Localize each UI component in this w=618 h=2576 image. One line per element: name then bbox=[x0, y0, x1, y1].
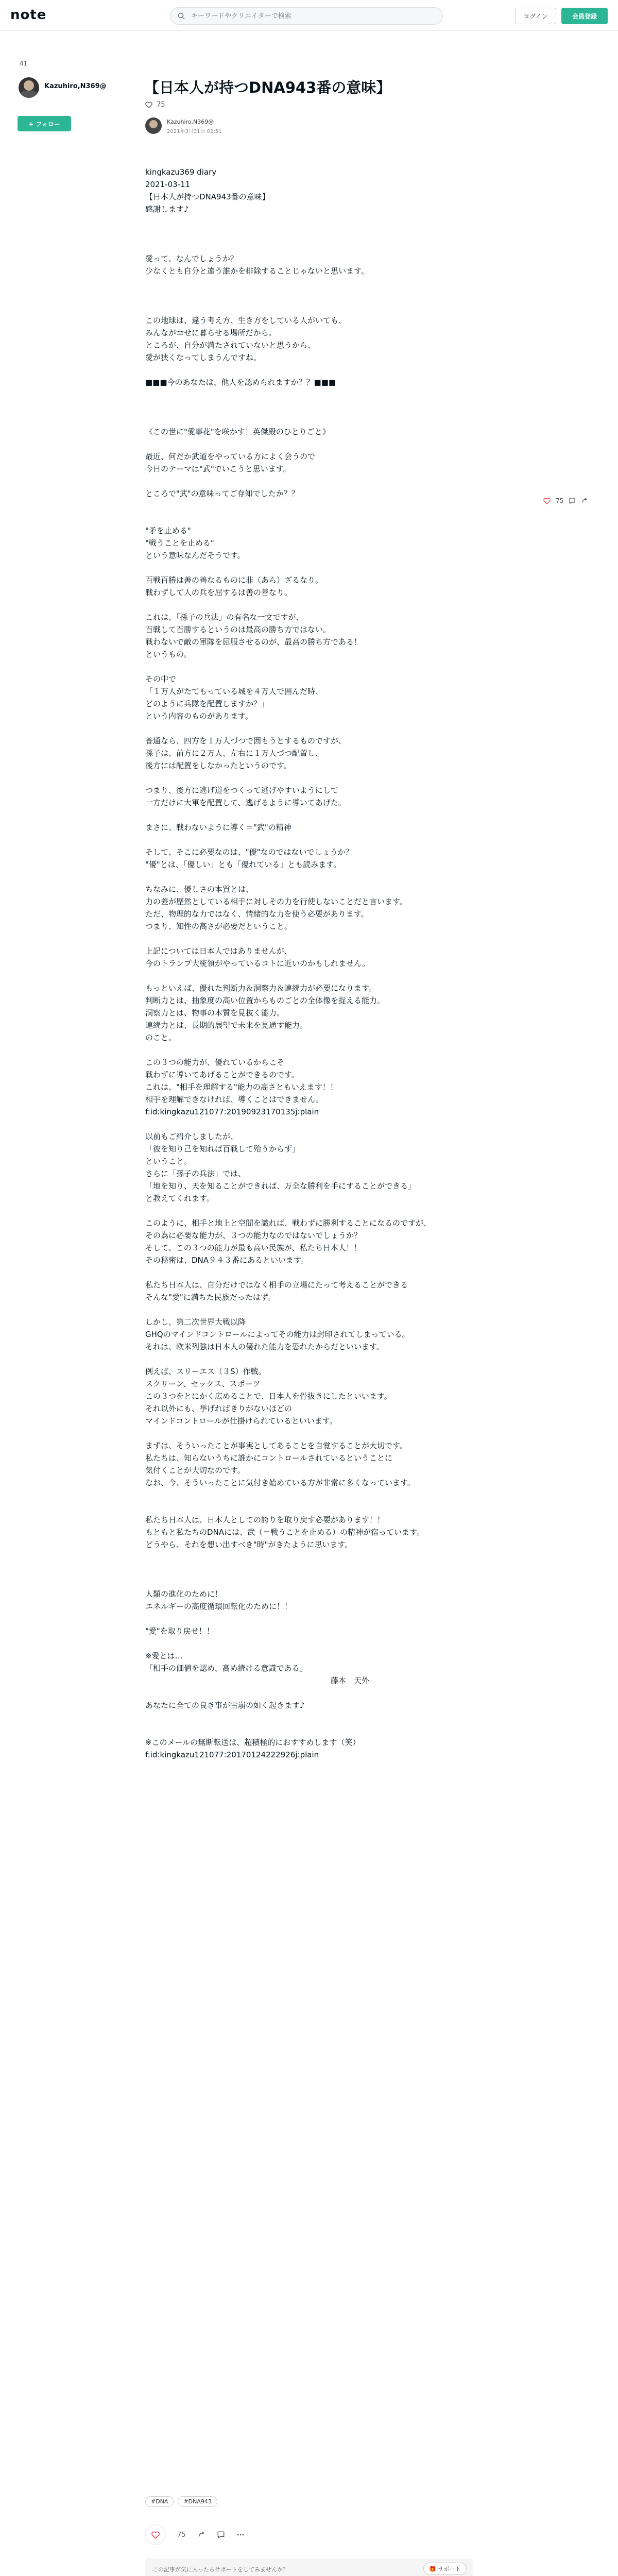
heart-icon[interactable] bbox=[145, 101, 152, 108]
avatar[interactable] bbox=[19, 77, 39, 98]
paragraph: 戦わずに導いてあげることができるのです。 bbox=[145, 1070, 299, 1079]
paragraph: "愛"を取り戻せ！！ bbox=[145, 1626, 214, 1636]
paragraph: 普通なら、四方を１万人づつで囲もうとするものですが、 bbox=[145, 736, 347, 745]
paragraph: "戦うことを止める" bbox=[145, 538, 214, 548]
bottom-actions bbox=[145, 2524, 245, 2545]
paragraph bbox=[145, 388, 475, 401]
paragraph: ※愛とは… bbox=[145, 1651, 183, 1660]
paragraph bbox=[145, 277, 475, 290]
sidebar-follow-button[interactable]: + フォロー bbox=[18, 116, 71, 131]
share-icon[interactable] bbox=[197, 2531, 205, 2539]
article-body bbox=[145, 166, 475, 1761]
like-button[interactable] bbox=[145, 2524, 166, 2545]
paragraph: のこと。 bbox=[145, 1033, 177, 1042]
paragraph: ところで"武"の意味ってご存知でしたか？？ bbox=[145, 489, 299, 498]
search-bar[interactable] bbox=[170, 7, 443, 25]
paragraph: それ以外にも、挙げればきりがないほどの bbox=[145, 1404, 293, 1413]
paragraph: さらに「孫子の兵法」では、 bbox=[145, 1169, 246, 1178]
tag-dna943[interactable]: #DNA943 bbox=[178, 2496, 217, 2507]
paragraph bbox=[145, 660, 475, 673]
heart-icon[interactable] bbox=[543, 498, 551, 504]
paragraph: 孫子は、前方に２万人、左右に１万人づつ配置し、 bbox=[145, 749, 323, 758]
paragraph: 以前もご紹介しましたが、 bbox=[145, 1132, 238, 1141]
paragraph: 上記については日本人ではありませんが、 bbox=[145, 946, 292, 956]
paragraph: 今のトランプ大統領がやっているコトに近いのかもしれません。 bbox=[145, 959, 370, 968]
paragraph: その中で bbox=[145, 674, 177, 684]
signup-button[interactable]: 会員登録 bbox=[561, 8, 608, 24]
paragraph: なお、今、そういったことに気付き始めている方が非常に多くなっています。 bbox=[145, 1478, 415, 1487]
paragraph: 例えば、スリーエス（３S）作戦。 bbox=[145, 1367, 266, 1376]
paragraph bbox=[145, 722, 475, 735]
paragraph: 「相手の価値を認め、高め続ける意識である」 bbox=[145, 1664, 307, 1673]
paragraph: 気付くことが大切なのです。 bbox=[145, 1466, 245, 1475]
paragraph: まさに、戦わないように導く＝"武"の精神 bbox=[145, 823, 291, 832]
paragraph: もっといえば、優れた判断力＆洞察力＆連続力が必要になります。 bbox=[145, 984, 376, 993]
page-title: 【日本人が持つDNA943番の意味】 bbox=[144, 79, 391, 96]
paragraph: この３つの能力が、優れているからこそ bbox=[145, 1058, 285, 1067]
login-button[interactable]: ログイン bbox=[515, 8, 556, 24]
heart-icon bbox=[151, 2531, 160, 2539]
paragraph: これは、「孫子の兵法」の有名な一文ですが、 bbox=[145, 613, 304, 622]
paragraph: そんな"愛"に満ちた民族だったはず。 bbox=[145, 1293, 276, 1302]
paragraph bbox=[145, 1266, 475, 1279]
sidebar-author-name[interactable]: Kazuhiro,N369@ bbox=[44, 82, 107, 90]
paragraph: 【日本人が持つDNA943番の意味】 bbox=[145, 192, 270, 201]
paragraph: ところが、自分が満たされていないと思うから、 bbox=[145, 341, 316, 350]
paragraph: それは、欧米列強は日本人の優れた能力を恐れたからだといいます。 bbox=[145, 1342, 384, 1351]
paragraph bbox=[145, 562, 475, 574]
paragraph: 一方だけに大軍を配置して、逃げるように導いてあげた。 bbox=[145, 798, 346, 807]
paragraph bbox=[145, 809, 475, 821]
paragraph bbox=[145, 302, 475, 314]
paragraph bbox=[145, 1551, 475, 1563]
paragraph bbox=[145, 1724, 475, 1736]
paragraph bbox=[145, 1489, 475, 1501]
paragraph: 感謝します♪ bbox=[145, 205, 189, 214]
paragraph bbox=[145, 1205, 475, 1217]
paragraph: 今日のテーマは"武"でいこうと思います。 bbox=[145, 464, 291, 473]
paragraph: つまり、知性の高さが必要だということ。 bbox=[145, 922, 293, 931]
paragraph: このように、相手と地上と空間を識れば、戦わずに勝利することになるのですが、 bbox=[145, 1218, 432, 1228]
paragraph: ちなみに、優しさの本質とは、 bbox=[145, 885, 254, 894]
paragraph: と教えてくれます。 bbox=[145, 1194, 214, 1203]
paragraph bbox=[145, 1711, 475, 1724]
paragraph bbox=[145, 1044, 475, 1056]
paragraph: そして、そこに必要なのは、"優"なのではないでしょうか？ bbox=[145, 848, 353, 857]
paragraph: これは、"相手を理解する"能力の高さともいえます！！ bbox=[145, 1082, 338, 1092]
paragraph: まずは、そういったことが事実としてあることを自覚することが大切です。 bbox=[145, 1441, 407, 1450]
support-box bbox=[145, 2558, 473, 2576]
paragraph: 愛って、なんでしょうか？ bbox=[145, 254, 238, 263]
paragraph: その秘密は、DNA９４３番にあるといいます。 bbox=[145, 1256, 308, 1265]
paragraph bbox=[145, 1427, 475, 1439]
paragraph: どのように兵隊を配置しますか？」 bbox=[145, 699, 269, 708]
paragraph: kingkazu369 diary bbox=[145, 167, 217, 177]
paragraph: この３つをとにかく広めることで、日本人を骨抜きにしたといいます。 bbox=[145, 1392, 392, 1401]
paragraph bbox=[145, 401, 475, 413]
note-logo[interactable]: note bbox=[10, 7, 47, 23]
paragraph: スクリーン、セックス、スポーツ bbox=[145, 1379, 261, 1388]
paragraph bbox=[145, 364, 475, 376]
paragraph: 後方には配置をしなかったというのです。 bbox=[145, 761, 291, 770]
paragraph: ※このメールの無断転送は、超積極的におすすめします（笑） bbox=[145, 1738, 360, 1747]
paragraph: 洞察力とは、物事の本質を見抜く能力。 bbox=[145, 1008, 285, 1018]
paragraph: という内容のものがあります。 bbox=[145, 711, 253, 721]
paragraph: "優"とは、「優しい」とも「優れている」とも読みます。 bbox=[145, 860, 341, 869]
paragraph: 私たち日本人は、自分だけではなく相手の立場にたって考えることができる bbox=[145, 1280, 408, 1290]
paragraph: 2021-03-11 bbox=[145, 180, 191, 189]
paragraph: 《この世に"愛事花"を咲かす！英傑殿のひとりごと》 bbox=[145, 427, 330, 436]
paragraph: 戦わずして人の兵を屈するは善の善なり。 bbox=[145, 588, 293, 597]
header bbox=[0, 0, 618, 31]
paragraph: しかし、第二次世界大戦以降 bbox=[145, 1317, 246, 1327]
paragraph: 百戦百勝は善の善なるものに非（あら）ざるなり。 bbox=[145, 575, 323, 585]
paragraph bbox=[145, 228, 475, 240]
paragraph bbox=[145, 834, 475, 846]
paragraph: という意味なんだそうです。 bbox=[145, 551, 245, 560]
paragraph: 相手を理解できなければ、導くことはできません。 bbox=[145, 1095, 323, 1104]
paragraph: つまり、後方に逃げ道をつくって逃げやすいようにして bbox=[145, 786, 338, 795]
paragraph bbox=[145, 500, 475, 512]
paragraph: 判断力とは、抽象度の高い位置からものごとの全体像を捉える能力。 bbox=[145, 996, 385, 1005]
paragraph: 「地を知り、天を知ることができれば、万全な勝利を手にすることができる」 bbox=[145, 1181, 416, 1191]
paragraph: あなたに全ての良き事が雪崩の如く起きます♪ bbox=[145, 1701, 305, 1710]
paragraph: もともと私たちのDNAには、武（＝戦うことを止める）の精神が宿っています。 bbox=[145, 1528, 424, 1537]
paragraph: エネルギーの高度循環回転化のために！！ bbox=[145, 1602, 293, 1611]
paragraph bbox=[145, 1303, 475, 1316]
publish-date: 2021年3月31日 02:51 bbox=[167, 129, 222, 134]
paragraph: 愛が狭くなってしまうんですね。 bbox=[145, 353, 262, 362]
paragraph bbox=[145, 970, 475, 982]
paragraph bbox=[145, 1501, 475, 1514]
paragraph: 少なくとも自分と違う誰かを排除することじゃないと思います。 bbox=[145, 266, 369, 276]
paragraph bbox=[145, 1613, 475, 1625]
paragraph: 私たち日本人は、日本人としての誇りを取り戻す必要があります！！ bbox=[145, 1515, 385, 1524]
paragraph: "矛を止める" bbox=[145, 526, 191, 535]
paragraph bbox=[145, 413, 475, 426]
paragraph: みんなが幸せに暮らせる場所だから。 bbox=[145, 328, 277, 337]
paragraph: GHQのマインドコントロールによってその能力は封印されてしまっている。 bbox=[145, 1330, 410, 1339]
paragraph: マインドコントロールが仕掛けられているといいます。 bbox=[145, 1416, 337, 1426]
floating-actions bbox=[543, 497, 588, 504]
tag-list bbox=[145, 2496, 217, 2507]
share-icon[interactable] bbox=[581, 497, 588, 504]
search-input[interactable] bbox=[191, 11, 433, 21]
paragraph bbox=[145, 933, 475, 945]
paragraph: 「１万人がたてもっている城を４万人で囲んだ時、 bbox=[145, 687, 323, 696]
floating-like-count: 75 bbox=[556, 497, 564, 504]
paragraph bbox=[145, 1687, 475, 1699]
paragraph: f:id:kingkazu121077:20190923170135j:plain bbox=[145, 1107, 319, 1116]
paragraph: そして、この３つの能力が最も高い民族が、私たち日本人！！ bbox=[145, 1243, 362, 1252]
paragraph: f:id:kingkazu121077:20170124222926j:plain bbox=[145, 1750, 319, 1759]
comment-icon[interactable] bbox=[217, 2531, 225, 2539]
paragraph bbox=[145, 1118, 475, 1130]
bottom-like-count: 75 bbox=[177, 2531, 186, 2539]
paragraph bbox=[145, 1575, 475, 1588]
like-count-value: 75 bbox=[157, 101, 165, 109]
paragraph: 「彼を知り己を知れば百戦して殆うからず」 bbox=[145, 1144, 300, 1154]
tag-dna[interactable]: #DNA bbox=[145, 2496, 174, 2507]
paragraph: 戦わないで敵の軍隊を屈服させるのが、最高の勝ち方である！ bbox=[145, 637, 362, 647]
paragraph bbox=[145, 772, 475, 784]
paragraph bbox=[145, 1637, 475, 1650]
paragraph bbox=[145, 599, 475, 611]
paragraph: というもの。 bbox=[145, 650, 192, 659]
paragraph bbox=[145, 1353, 475, 1365]
comment-icon[interactable] bbox=[569, 497, 576, 504]
paragraph bbox=[145, 512, 475, 524]
like-count bbox=[145, 101, 165, 109]
paragraph: 力の差が歴然としている相手に対しその力を行使しないことだと言います。 bbox=[145, 897, 407, 906]
author-avatar[interactable] bbox=[145, 117, 162, 134]
paragraph: 百戦して百勝するというのは最高の勝ち方ではない。 bbox=[145, 625, 331, 634]
more-icon[interactable] bbox=[236, 2531, 245, 2539]
paragraph: 人類の進化のために！ bbox=[145, 1589, 223, 1599]
paragraph bbox=[145, 1563, 475, 1575]
author-name[interactable]: Kazuhiro,N369@ bbox=[167, 118, 214, 125]
paragraph: その為に必要な能力が、３つの能力なのではないでしょうか？ bbox=[145, 1231, 362, 1240]
paragraph: どうやら、それを想い出すべき"時"がきたように思います。 bbox=[145, 1540, 353, 1549]
support-text: この記事が気に入ったらサポートをしてみませんか？ bbox=[152, 2566, 288, 2573]
paragraph: この地球は、違う考え方、生き方をしている人がいても、 bbox=[145, 316, 347, 325]
sidebar-count: 41 bbox=[20, 60, 28, 67]
paragraph: 連続力とは、長期的展望で未来を見通す能力。 bbox=[145, 1021, 308, 1030]
paragraph: ■■■今のあなたは、他人を認められますか？？■■■ bbox=[145, 378, 336, 387]
paragraph: 藤本 天外 bbox=[145, 1676, 370, 1685]
support-button[interactable]: 🎁 サポート bbox=[423, 2563, 467, 2575]
search-icon bbox=[178, 12, 185, 20]
paragraph bbox=[145, 871, 475, 883]
paragraph bbox=[145, 240, 475, 252]
paragraph: ただ、物理的な力ではなく、情緒的な力を使う必要があります。 bbox=[145, 909, 369, 919]
paragraph bbox=[145, 215, 475, 228]
paragraph bbox=[145, 475, 475, 487]
paragraph: 最近、何だか武道をやっている方によく会うので bbox=[145, 452, 316, 461]
paragraph: ということ。 bbox=[145, 1157, 192, 1166]
paragraph bbox=[145, 438, 475, 450]
paragraph bbox=[145, 290, 475, 302]
paragraph: 私たちは、知らないうちに誰かにコントロールされているということに bbox=[145, 1453, 392, 1463]
